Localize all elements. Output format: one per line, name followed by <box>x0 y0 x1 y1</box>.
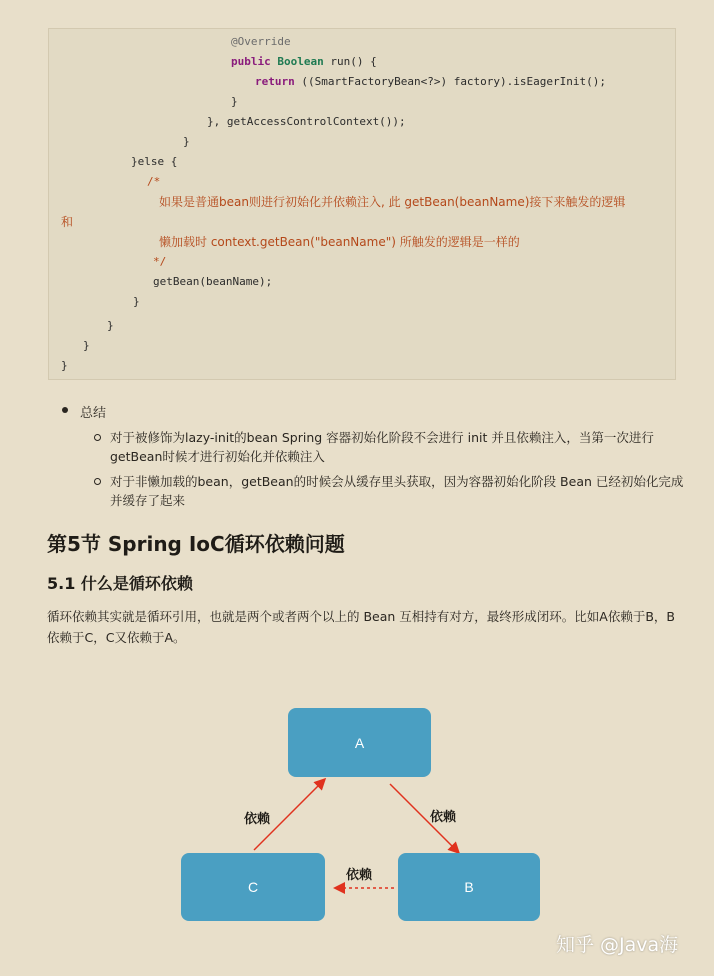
code-line-brace: } <box>133 295 140 308</box>
section-paragraph: 循环依赖其实就是循环引用，也就是两个或者两个以上的 Bean 互相持有对方，最终形成闭环。比如A依赖于B，B依赖于C，C又依赖于A。 <box>47 609 675 645</box>
code-line-brace: } <box>61 359 68 372</box>
node-c: C <box>181 853 325 921</box>
code-keyword: return <box>255 75 295 88</box>
code-type: Boolean <box>277 55 324 68</box>
code-line-access-control: }, getAccessControlContext()); <box>207 115 406 128</box>
code-line-brace: } <box>231 95 238 108</box>
summary-title: 总结 <box>80 406 107 421</box>
code-comment-line: 懒加载时 context.getBean("beanName") 所触发的逻辑是一样的 <box>159 235 520 249</box>
code-line-brace: } <box>107 319 114 332</box>
node-a: A <box>288 708 431 777</box>
code-comment-line: 如果是普通bean则进行初始化并依赖注入, 此 getBean(beanName)接下来触发的逻辑 <box>159 195 626 209</box>
edge-label-b-c: 依赖 <box>346 868 373 883</box>
summary-item: 对于被修饰为lazy-init的bean Spring 容器初始化阶段不会进行 init 并且依赖注入，当第一次进行getBean时候才进行初始化并依赖注入 <box>110 430 654 464</box>
code-text: ((SmartFactoryBean<?>) factory).isEagerInit(); <box>294 75 607 88</box>
code-line-brace: } <box>183 135 190 148</box>
code-comment-line: 和 <box>61 215 74 229</box>
edge-label-c-a: 依赖 <box>244 812 271 827</box>
edge-label-a-b: 依赖 <box>430 810 457 825</box>
summary-item: 对于非懒加载的bean，getBean的时候会从缓存里头获取，因为容器初始化阶段 Bean 已经初始化完成并缓存了起来 <box>110 474 684 508</box>
code-line-else: }else { <box>131 155 178 168</box>
watermark: 知乎 @Java海 <box>556 934 679 956</box>
code-comment-close: */ <box>153 255 167 268</box>
code-line-override: @Override <box>231 35 291 48</box>
code-line-getbean: getBean(beanName); <box>153 275 273 288</box>
section-subheading: 5.1 什么是循环依赖 <box>47 574 193 593</box>
node-b: B <box>398 853 540 921</box>
code-text: run() { <box>323 55 377 68</box>
code-line-brace: } <box>83 339 90 352</box>
code-comment-open: /* <box>147 175 161 188</box>
code-keyword: public <box>231 55 271 68</box>
section-heading: 第5节 Spring IoC循环依赖问题 <box>47 532 345 556</box>
